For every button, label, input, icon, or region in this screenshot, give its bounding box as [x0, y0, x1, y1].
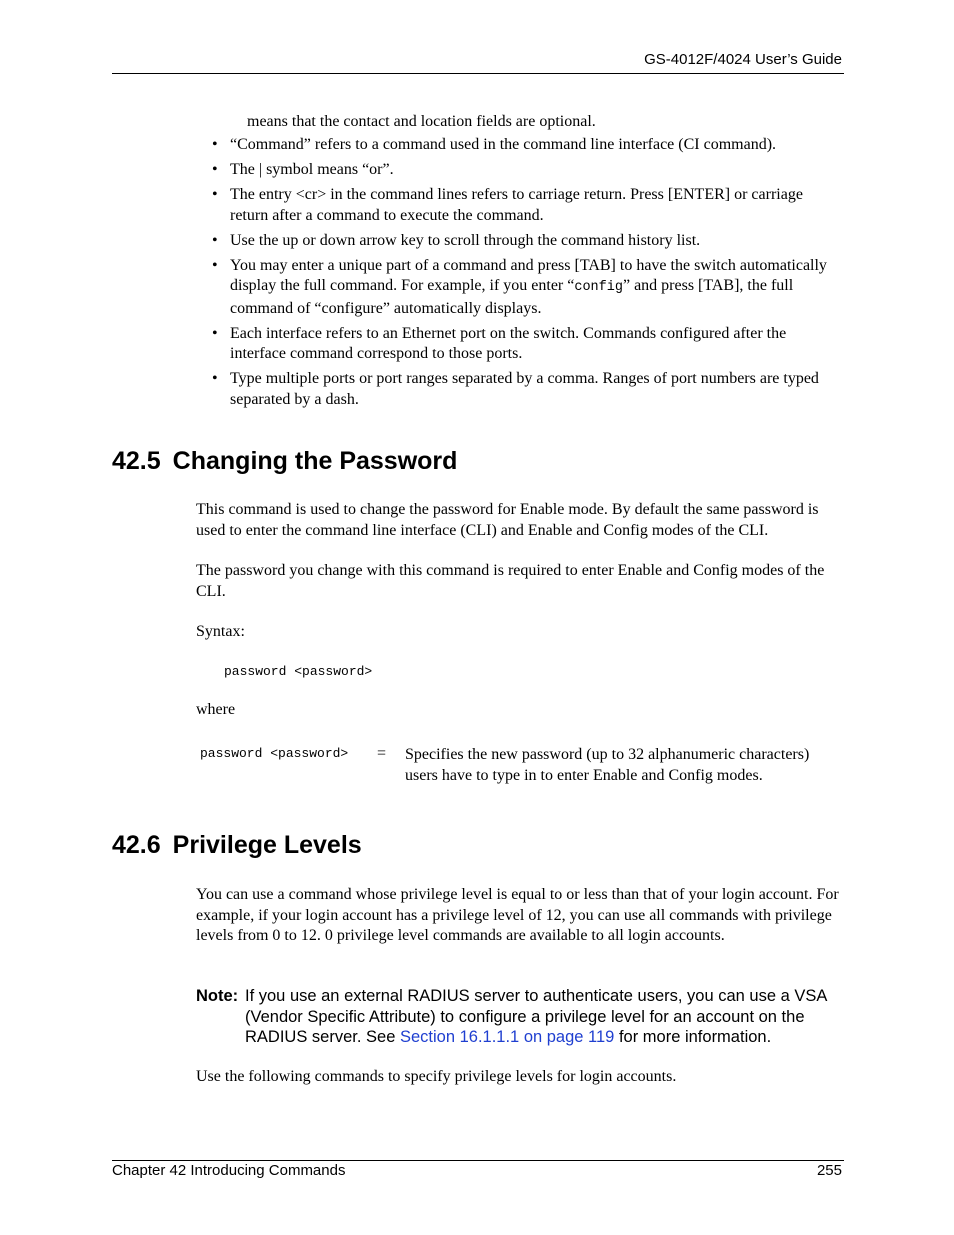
bullet-icon: •: [212, 136, 218, 153]
list-item: [212, 256, 844, 320]
bullet-icon: •: [212, 161, 218, 178]
parameter-equals: =: [377, 745, 387, 762]
bullet-text: Use the up or down arrow key to scroll through the command history list.: [230, 231, 701, 249]
list-item: [212, 324, 844, 365]
section-title: Changing the Password: [172, 447, 458, 475]
bullet-icon: •: [212, 186, 218, 203]
section-number: 42.5: [112, 447, 161, 475]
bullet-icon: •: [212, 324, 218, 342]
bullet-text: The | symbol means “or”.: [230, 161, 394, 178]
paragraph: The password you change with this command is required to enter Enable and Config modes of the CLI.: [196, 562, 825, 600]
bullet-icon: •: [212, 256, 218, 274]
note-text: [245, 986, 844, 1048]
paragraph: You can use a command whose privilege level is equal to or less than that of your login account. For example, if your login account has a privilege level of 12, you can use all commands with privilege levels from 0 to 12. 0 privilege level commands are available to all login accounts.: [196, 886, 839, 944]
list-item: [212, 185, 844, 226]
list-item: [212, 231, 844, 252]
list-item: [212, 369, 844, 410]
bullet-text: “Command” refers to a command used in the command line interface (CI command).: [230, 136, 777, 153]
parameter-description: Specifies the new password (up to 32 alphanumeric characters) users have to type in to enter Enable and Config modes.: [405, 746, 810, 784]
syntax-code: password <password>: [224, 664, 373, 679]
paragraph: Use the following commands to specify privilege levels for login accounts.: [196, 1068, 677, 1085]
syntax-label: Syntax:: [196, 623, 245, 640]
note-block: [196, 986, 844, 1048]
footer-chapter: Chapter 42 Introducing Commands: [112, 1162, 346, 1179]
section-heading-privilege: [112, 831, 362, 860]
running-header-title: GS-4012F/4024 User’s Guide: [644, 51, 842, 68]
bullet-text: Type multiple ports or port ranges separated by a comma. Ranges of port numbers are typed separated by a dash.: [230, 370, 819, 408]
inline-code: config: [574, 280, 623, 295]
section-title: Privilege Levels: [172, 831, 362, 859]
list-item: [212, 160, 844, 181]
bullet-text-post: ” and press [TAB], the full command of “configure” automatically displays.: [230, 277, 794, 317]
where-label: where: [196, 701, 236, 718]
bullet-icon: •: [212, 370, 218, 387]
bullet-text: The entry <cr> in the command lines refers to carriage return. Press [ENTER] or carriage return after a command to execute the command.: [230, 186, 803, 224]
note-text-pre: If you use an external RADIUS server to authenticate users, you can use a VSA (Vendor Specific Attribute) to configure a privilege level for an account on the RADIUS server. See: [245, 987, 827, 1046]
paragraph: This command is used to change the password for Enable mode. By default the same password is used to enter the command line interface (CLI) and Enable and Config modes of the CLI.: [196, 501, 819, 539]
note-text-post: for more information.: [614, 1028, 772, 1046]
section-heading-password: [112, 447, 457, 476]
parameter-name: password <password>: [200, 746, 349, 761]
cross-reference-link[interactable]: Section 16.1.1.1 on page 119: [399, 1028, 615, 1046]
intro-continuation-text: means that the contact and location fields are optional.: [247, 113, 596, 130]
bullet-text: Each interface refers to an Ethernet port on the switch. Commands configured after the interface command correspond to those ports.: [230, 324, 787, 362]
convention-bullet-list: [212, 135, 844, 415]
note-label: Note:: [196, 987, 239, 1005]
section-number: 42.6: [112, 831, 161, 859]
list-item: [212, 135, 844, 156]
footer-page-number: 255: [816, 1162, 842, 1179]
bullet-icon: •: [212, 231, 218, 249]
bullet-text-pre: You may enter a unique part of a command and press [TAB] to have the switch automatically display the full command. For example, if you enter “: [230, 256, 827, 294]
header-rule: [112, 73, 844, 74]
footer-rule: [112, 1160, 844, 1161]
